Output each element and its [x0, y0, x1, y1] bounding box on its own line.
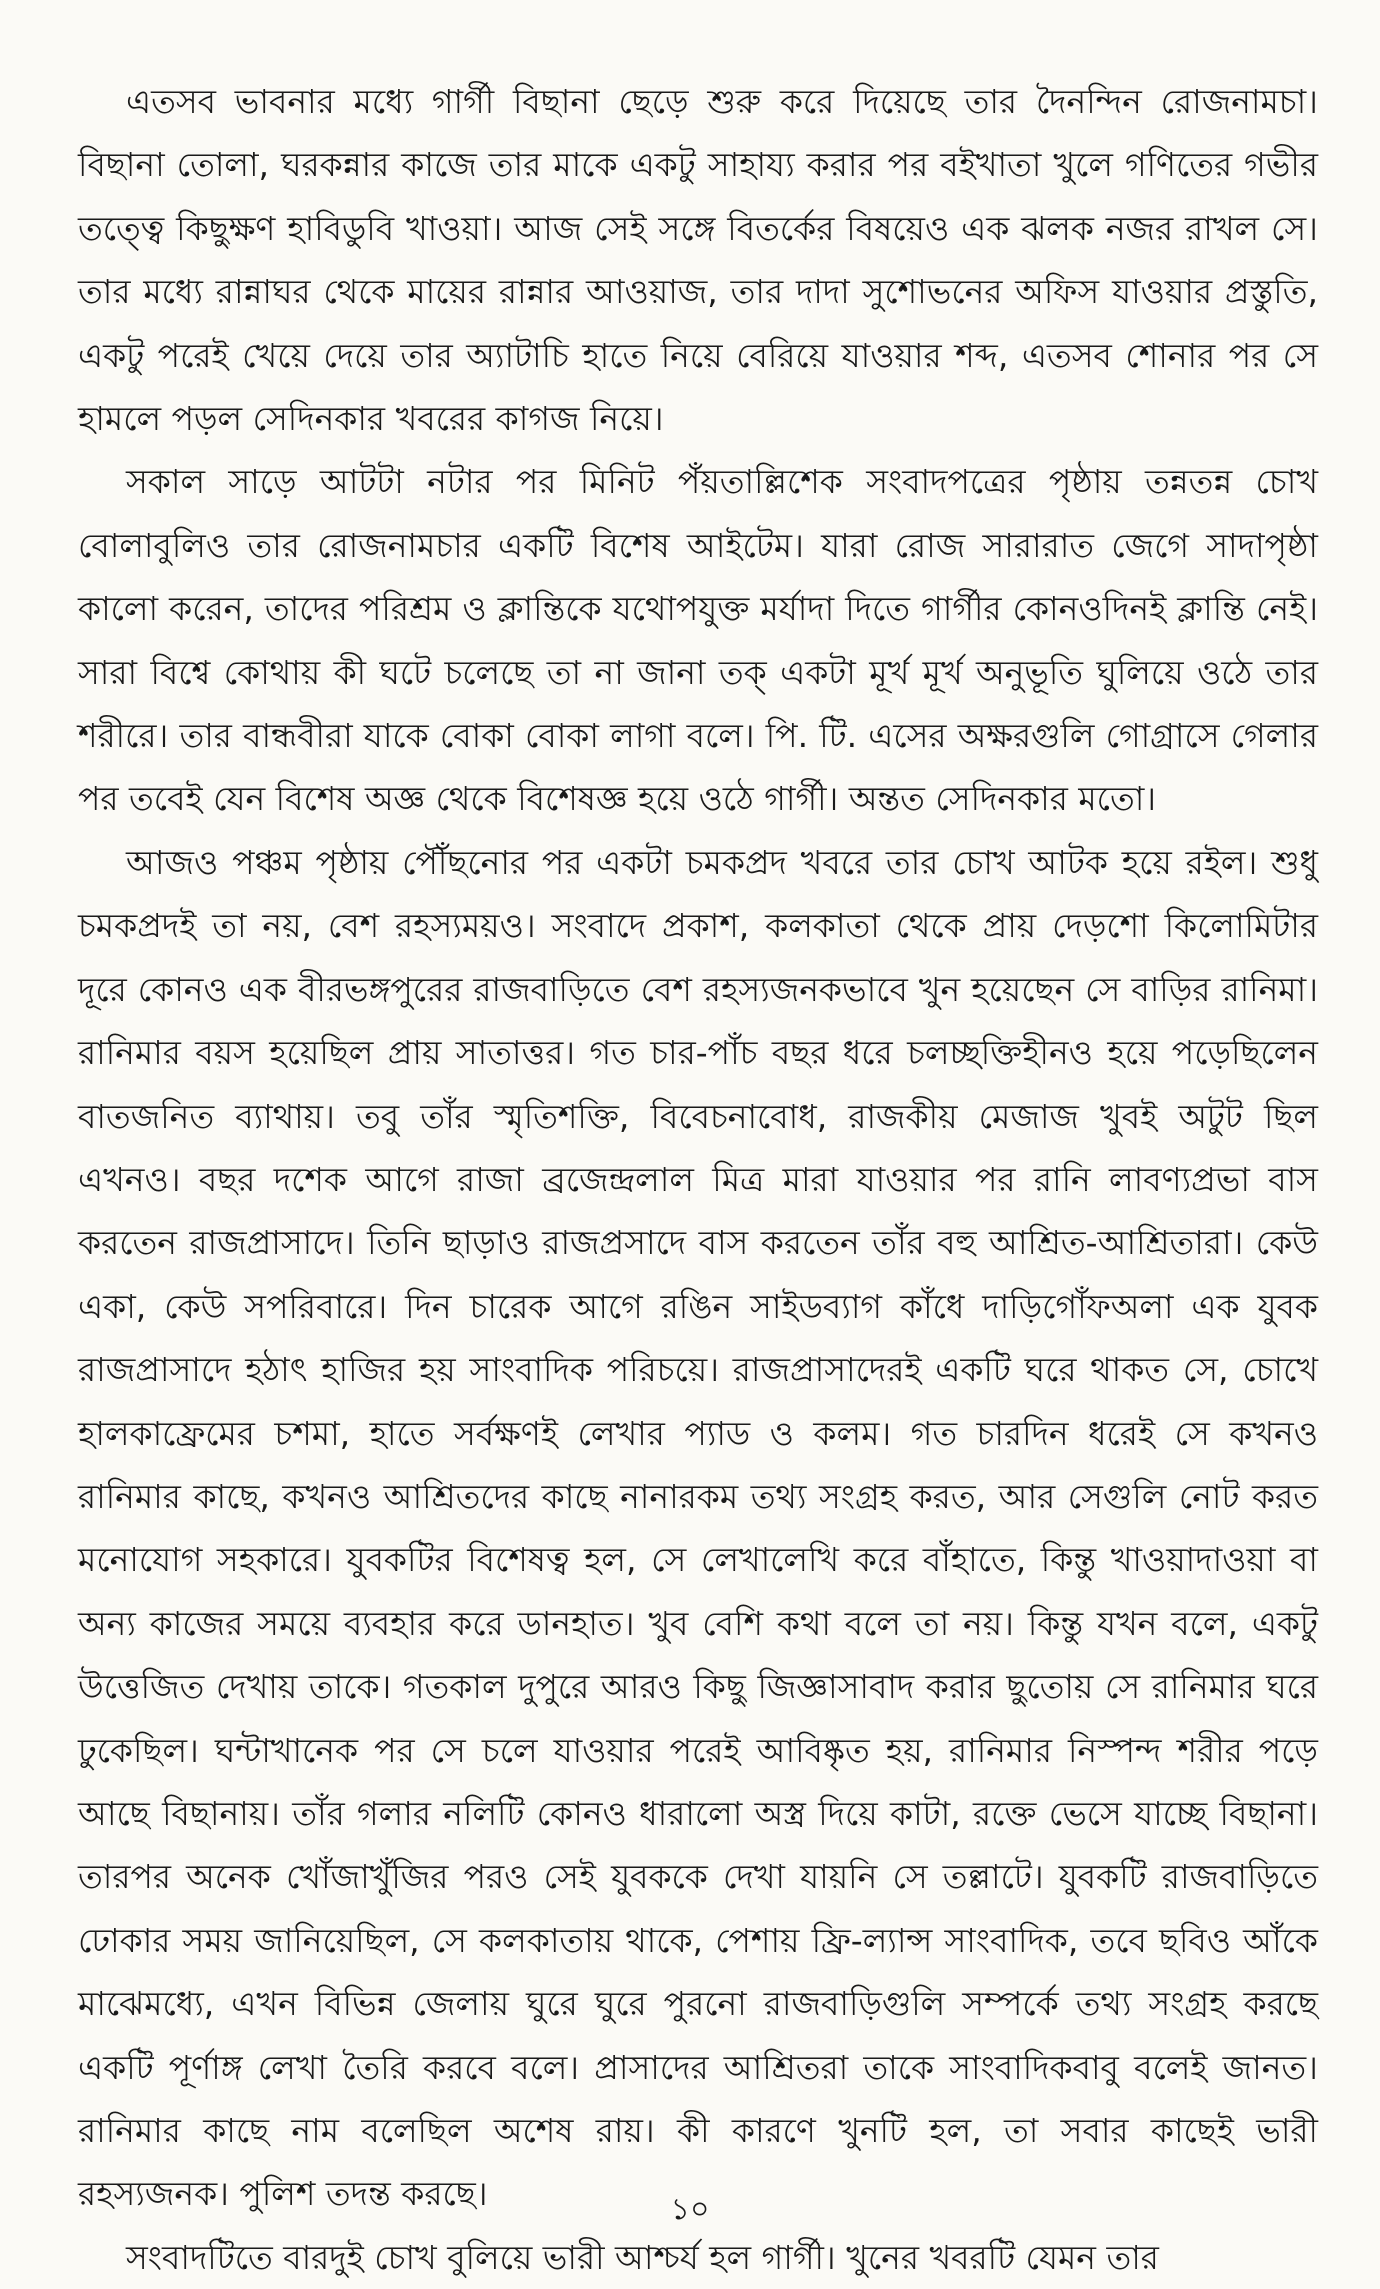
paragraph-3: আজও পঞ্চম পৃষ্ঠায় পৌঁছনোর পর একটা চমকপ্রদ খবরে তার চোখ আটক হয়ে রইল। শুধু চমকপ্রদই তা নয়, বেশ রহস্যময়ও। সংবাদে প্রকাশ, কলকাতা থেকে প্রায় দেড়শো কিলোমিটার দূরে কোনও এক বীরভঙ্গপুরের রাজবাড়িতে বেশ রহস্যজনকভাবে খুন হয়েছেন সে বাড়ির রানিমা। রানিমার বয়স হয়েছিল প্রায় সাতাত্তর। গত চার-পাঁচ বছর ধরে চলচ্ছক্তিহীনও হয়ে পড়েছিলেন বাতজনিত ব্যাথায়। তবু তাঁর স্মৃতিশক্তি, বিবেচনাবোধ, রাজকীয় মেজাজ খুবই অটুট ছিল এখনও। বছর দশেক আগে রাজা ব্রজেন্দ্রলাল মিত্র মারা যাওয়ার পর রানি লাবণ্যপ্রভা বাস করতেন রাজপ্রাসাদে। তিনি ছাড়াও রাজপ্রসাদে বাস করতেন তাঁর বহু আশ্রিত-আশ্রিতারা। কেউ একা, কেউ সপরিবারে। দিন চারেক আগে রঙিন সাইডব্যাগ কাঁধে দাড়িগোঁফঅলা এক যুবক রাজপ্রাসাদে হঠাৎ হাজির হয় সাংবাদিক পরিচয়ে। রাজপ্রাসাদেরই একটি ঘরে থাকত সে, চোখে হালকাফ্রেমের চশমা, হাতে সর্বক্ষণই লেখার প্যাড ও কলম। গত চারদিন ধরেই সে কখনও রানিমার কাছে, কখনও আশ্রিতদের কাছে নানারকম তথ্য সংগ্রহ করত, আর সেগুলি নোট করত মনোযোগ সহকারে। যুবকটির বিশেষত্ব হল, সে লেখালেখি করে বাঁহাতে, কিন্তু খাওয়াদাওয়া বা অন্য কাজের সময়ে ব্যবহার করে ডানহাত। খুব বেশি কথা বলে তা নয়। কিন্তু যখন বলে, একটু উত্তেজিত দেখায় তাকে। গতকাল দুপুরে আরও কিছু জিজ্ঞাসাবাদ করার ছুতোয় সে রানিমার ঘরে ঢুকেছিল। ঘন্টাখানেক পর সে চলে যাওয়ার পরেই আবিষ্কৃত হয়, রানিমার নিস্পন্দ শরীর পড়ে আছে বিছানায়। তাঁর গলার নলিটি কোনও ধারালো অস্ত্র দিয়ে কাটা, রক্তে ভেসে যাচ্ছে বিছানা। তারপর অনেক খোঁজাখুঁজির পরও সেই যুবককে দেখা যায়নি সে তল্লাটে। যুবকটি রাজবাড়িতে ঢোকার সময় জানিয়েছিল, সে কলকাতায় থাকে, পেশায় ফ্রি-ল্যান্স সাংবাদিক, তবে ছবিও আঁকে মাঝেমধ্যে, এখন বিভিন্ন জেলায় ঘুরে ঘুরে পুরনো রাজবাড়িগুলি সম্পর্কে তথ্য সংগ্রহ করছে একটি পূর্ণাঙ্গ লেখা তৈরি করবে বলে। প্রাসাদের আশ্রিতরা তাকে সাংবাদিকবাবু বলেই জানত। রানিমার কাছে নাম বলেছিল অশেষ রায়। কী কারণে খুনটি হল, তা সবার কাছেই ভারী রহস্যজনক। পুলিশ তদন্ত করছে। [78, 842, 1318, 2214]
paragraph-1: এতসব ভাবনার মধ্যে গার্গী বিছানা ছেড়ে শুরু করে দিয়েছে তার দৈনন্দিন রোজনামচা। বিছানা তোলা, ঘরকন্নার কাজে তার মাকে একটু সাহায্য করার পর বইখাতা খুলে গণিতের গভীর তত্ত্বে কিছুক্ষণ হাবিডুবি খাওয়া। আজ সেই সঙ্গে বিতর্কের বিষয়েও এক ঝলক নজর রাখল সে। তার মধ্যে রান্নাঘর থেকে মায়ের রান্নার আওয়াজ, তার দাদা সুশোভনের অফিস যাওয়ার প্রস্তুতি, একটু পরেই খেয়ে দেয়ে তার অ্যাটাচি হাতে নিয়ে বেরিয়ে যাওয়ার শব্দ, এতসব শোনার পর সে হামলে পড়ল সেদিনকার খবরের কাগজ নিয়ে। [78, 82, 1318, 439]
paragraph-4: সংবাদটিতে বারদুই চোখ বুলিয়ে ভারী আশ্চর্য হল গার্গী। খুনের খবরটি যেমন তার [126, 2237, 1159, 2277]
page-number: ১০ [670, 2192, 710, 2227]
paragraph-2: সকাল সাড়ে আটটা নটার পর মিনিট পঁয়তাল্লিশেক সংবাদপত্রের পৃষ্ঠায় তন্নতন্ন চোখ বোলাবুলিও তার রোজনামচার একটি বিশেষ আইটেম। যারা রোজ সারারাত জেগে সাদাপৃষ্ঠা কালো করেন, তাদের পরিশ্রম ও ক্লান্তিকে যথোপযুক্ত মর্যাদা দিতে গার্গীর কোনওদিনই ক্লান্তি নেই। সারা বিশ্বে কোথায় কী ঘটে চলেছে তা না জানা তক্ একটা মূর্খ মূর্খ অনুভূতি ঘুলিয়ে ওঠে তার শরীরে। তার বান্ধবীরা যাকে বোকা বোকা লাগা বলে। পি. টি. এসের অক্ষরগুলি গোগ্রাসে গেলার পর তবেই যেন বিশেষ অজ্ঞ থেকে বিশেষজ্ঞ হয়ে ওঠে গার্গী। অন্তত সেদিনকার মতো। [78, 462, 1318, 819]
body-text [78, 70, 1318, 2289]
